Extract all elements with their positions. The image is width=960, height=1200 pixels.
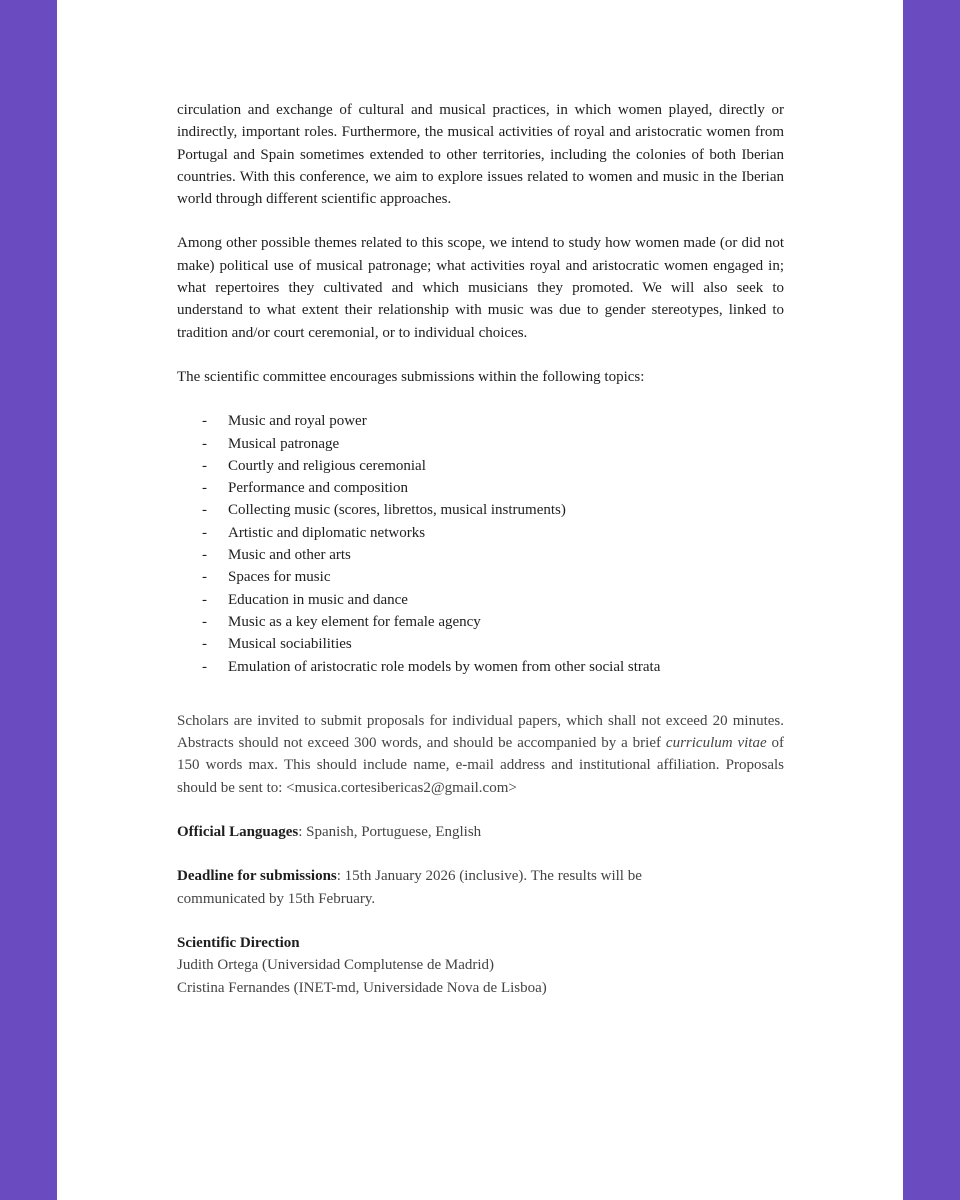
topic-label: Music as a key element for female agency (228, 613, 481, 630)
scientific-direction-heading (177, 932, 784, 954)
deadline-label: Deadline for submissions (177, 868, 337, 885)
document-page (57, 0, 903, 1200)
official-languages (177, 821, 784, 843)
deadline-value-line-1: : 15th January 2026 (inclusive). The results will be (336, 868, 642, 885)
topic-label: Courtly and religious ceremonial (228, 457, 426, 474)
topic-item (177, 611, 784, 633)
topic-label: Music and royal power (228, 413, 367, 430)
submission-text-2: of 150 words max. This should include name, e-mail address and institutional affiliation. Proposals should be sent to: <musica.cortesibericas2@gmail.com> (177, 735, 784, 796)
direction-member: Cristina Fernandes (INET-md, Universidade Nova de Lisboa) (177, 979, 547, 996)
bullet-dash: - (202, 547, 207, 564)
bullet-dash: - (202, 569, 207, 586)
bullet-dash: - (202, 480, 207, 497)
topic-item (177, 589, 784, 611)
topic-item (177, 544, 784, 566)
intro-paragraph-3: The scientific committee encourages submissions within the following topics: (177, 368, 645, 385)
topic-label: Emulation of aristocratic role models by women from other social strata (228, 658, 661, 675)
topic-label: Spaces for music (228, 569, 331, 586)
topic-item (177, 477, 784, 499)
bullet-dash: - (202, 591, 207, 608)
bullet-dash: - (202, 613, 207, 630)
submission-italic-term: curriculum vitae (665, 735, 767, 752)
topic-item (177, 499, 784, 521)
topic-item (177, 433, 784, 455)
official-languages-label: Official Languages (177, 824, 299, 841)
intro-paragraph-1: circulation and exchange of cultural and musical practices, in which women played, directly or indirectly, important roles. Furthermore, the musical activities of royal and aristocratic women from Portugal and Spain sometimes extended to other territories, including the colonies of both Iberian countries. With this conference, we aim to explore issues related to women and music in the Iberian world through different scientific approaches. (177, 102, 784, 208)
topic-item (177, 522, 784, 544)
topic-label: Performance and composition (228, 480, 408, 497)
bullet-dash: - (202, 502, 207, 519)
bullet-dash: - (202, 658, 207, 675)
direction-member: Judith Ortega (Universidad Complutense de Madrid) (177, 957, 495, 974)
official-languages-value: : Spanish, Portuguese, English (298, 824, 482, 841)
topic-item (177, 455, 784, 477)
scientific-direction (177, 932, 784, 999)
bullet-dash: - (202, 457, 207, 474)
topic-item (177, 566, 784, 588)
scientific-direction-heading-text: Scientific Direction (177, 934, 300, 951)
intro-paragraph-2: Among other possible themes related to this scope, we intend to study how women made (or did not make) political use of musical patronage; what activities royal and aristocratic women engaged in; what repertoires they cultivated and which musicians they promoted. We will also seek to understand to what extent their relationship with music was due to gender stereotypes, linked to tradition and/or court ceremonial, or to individual choices. (177, 235, 784, 341)
submission-paragraph (177, 710, 784, 799)
submission-text-1: Scholars are invited to submit proposals for individual papers, which shall not exceed 20 minutes. Abstracts should not exceed 300 words, and should be accompanied by a brief (177, 712, 784, 752)
topic-label: Education in music and dance (228, 591, 408, 608)
topic-label: Music and other arts (228, 547, 351, 564)
document-content (177, 99, 784, 999)
deadline-value-line-2: communicated by 15th February. (177, 890, 376, 907)
topic-label: Musical sociabilities (228, 636, 352, 653)
bullet-dash: - (202, 524, 207, 541)
topic-item (177, 410, 784, 432)
topic-label: Musical patronage (228, 435, 340, 452)
bullet-dash: - (202, 435, 207, 452)
topic-item (177, 656, 784, 678)
topic-label: Artistic and diplomatic networks (228, 524, 426, 541)
topic-label: Collecting music (scores, librettos, musical instruments) (228, 502, 566, 519)
deadline (177, 865, 784, 910)
bullet-dash: - (202, 413, 207, 430)
topics-list (177, 410, 784, 678)
bullet-dash: - (202, 636, 207, 653)
topic-item (177, 633, 784, 655)
